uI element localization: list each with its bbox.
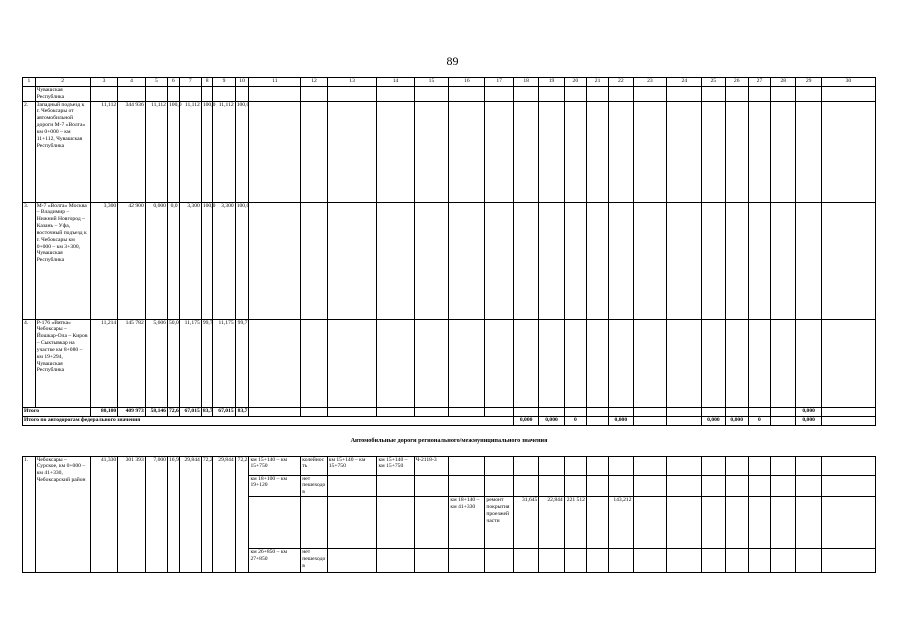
federal-c20: 0: [564, 416, 586, 425]
column-number: 27: [748, 78, 770, 87]
road-name: Чувашская Республика: [35, 87, 90, 102]
cell-c13: км 15+140 – км 15+750: [327, 456, 377, 475]
cell-c3: 3,300: [90, 202, 118, 319]
total-label: Итого: [23, 407, 91, 416]
cell-c6: 16,9: [167, 456, 179, 572]
column-number: 29: [796, 78, 821, 87]
road-name: Чебоксары – Сурское, км 0+000 – км 41+330, Чебоксарский район: [35, 456, 90, 572]
cell-c3: 11,214: [90, 319, 118, 407]
total-c5: 58,146: [145, 407, 167, 416]
total-c29: 0,000: [796, 407, 821, 416]
cell-c8: 100,0: [201, 202, 213, 319]
cell-c7: 29,844: [179, 456, 201, 572]
column-number: 14: [377, 78, 414, 87]
cell-c9: 29,844: [213, 456, 235, 572]
cell-c5: 7,000: [145, 456, 167, 572]
road-name: Р-176 «Вятка» Чебоксары – Йошкар-Ола – Киров – Сыктывкар на участке км 8+080 – км 19+294, Чувашская Республика: [35, 319, 90, 407]
repair-location: км 18+140 – км 41+330: [449, 497, 485, 549]
total-c8: 83,7: [201, 407, 213, 416]
column-number: 26: [725, 78, 748, 87]
cell-c18: 31,645: [513, 497, 538, 549]
cell-c19: 22,844: [539, 497, 564, 549]
federal-total-row: [23, 416, 876, 425]
column-number: 18: [513, 78, 538, 87]
column-number: 12: [301, 78, 327, 87]
table-row: [23, 456, 876, 475]
cell-c7: 11,175: [179, 319, 201, 407]
table-row: [23, 319, 876, 407]
total-c4: 409 973: [118, 407, 146, 416]
cell-c7: 3,300: [179, 202, 201, 319]
column-number: 21: [586, 78, 608, 87]
cell-c9: 11,175: [213, 319, 235, 407]
column-number: 13: [327, 78, 377, 87]
column-number: 16: [449, 78, 485, 87]
cell-c9: 3,300: [213, 202, 235, 319]
total-c6: 72,6: [167, 407, 179, 416]
cell-c14: км 15+140 – км 15+750: [377, 456, 414, 475]
cell-c8: 99,7: [201, 319, 213, 407]
section-title: Автомобильные дороги регионального/межмуниципального значения: [23, 425, 876, 456]
column-number: 8: [201, 78, 213, 87]
section-heading-row: [23, 425, 876, 456]
column-number: 20: [564, 78, 586, 87]
row-number: 4.: [23, 319, 36, 407]
cell-c9: 11,112: [213, 101, 235, 202]
road-name: М-7 «Волга» Москва – Владимир – Нижний Новгород – Казань – Уфа, восточный подъезд к г. Чебоксары км 0+000 – км 3+300, Чувашская Республика: [35, 202, 90, 319]
row-number: 3.: [23, 202, 36, 319]
column-number: 19: [539, 78, 564, 87]
column-number: 9: [213, 78, 235, 87]
cell-c4: 344 936: [118, 101, 146, 202]
cell-c20: 221 512: [564, 497, 586, 549]
road-name: Западный подъезд к г. Чебоксары от автомобильной дороги М-7 «Волга» км 0+000 – км 11+112, Чувашская Республика: [35, 101, 90, 202]
repair-type: ремонт покрытия проезжей части: [485, 497, 514, 549]
federal-c18: 0,000: [513, 416, 538, 425]
federal-total-label: Итого по автодорогам федерального значения: [23, 416, 514, 425]
row-number: 2.: [23, 101, 36, 202]
defect-location: км 18+100 – км 19+120: [249, 475, 301, 496]
column-number: 4: [118, 78, 146, 87]
defect-type: колейность: [301, 456, 327, 475]
cell-c15: Ч-2118-3: [414, 456, 449, 475]
column-number: 3: [90, 78, 118, 87]
defect-type: нет пешеходов: [301, 549, 327, 573]
column-number: 15: [414, 78, 449, 87]
cell-c5: 0,000: [145, 202, 167, 319]
federal-c27: 0: [748, 416, 770, 425]
cell-c4: 301 393: [118, 456, 146, 572]
column-number-row: [23, 78, 876, 87]
cell-c7: 11,112: [179, 101, 201, 202]
total-c9: 67,015: [213, 407, 235, 416]
cell-c10: 99,7: [235, 319, 249, 407]
column-number: 28: [771, 78, 796, 87]
cell-c8: 72,2: [201, 456, 213, 572]
federal-c22: 0,000: [609, 416, 633, 425]
column-number: 22: [609, 78, 633, 87]
cell-c6: 50,0: [167, 319, 179, 407]
cell-c10: 100,0: [235, 202, 249, 319]
federal-c26: 0,000: [725, 416, 748, 425]
total-c10: 83,7: [235, 407, 249, 416]
federal-c19: 0,000: [539, 416, 564, 425]
cell-c22: 143,212: [609, 497, 633, 549]
column-number: 17: [485, 78, 514, 87]
column-number: 25: [702, 78, 725, 87]
cell-c4: 42 900: [118, 202, 146, 319]
column-number: 7: [179, 78, 201, 87]
cell-c6: 0,0: [167, 202, 179, 319]
defect-type: нет пешеходов: [302, 475, 326, 496]
column-number: 11: [249, 78, 301, 87]
table-row: [23, 87, 876, 102]
defect-location: км 15+140 – км 15+750: [249, 456, 301, 475]
page-number: 89: [446, 54, 459, 68]
cell-c5: 5,606: [145, 319, 167, 407]
column-number: 2: [35, 78, 90, 87]
column-number: 30: [821, 78, 875, 87]
table-row: [23, 101, 876, 202]
total-c3: 80,100: [90, 407, 118, 416]
cell-c10: 72,2: [235, 456, 249, 572]
defect-location: км 26+850 – км 27+850: [249, 549, 301, 573]
cell-c3: 11,112: [90, 101, 118, 202]
cell-c5: 11,112: [145, 101, 167, 202]
cell-c3: 41,330: [90, 456, 118, 572]
column-number: 23: [633, 78, 667, 87]
cell-c4: 145 782: [118, 319, 146, 407]
column-number: 10: [235, 78, 249, 87]
cell-c6: 100,0: [167, 101, 179, 202]
column-number: 1: [23, 78, 36, 87]
cell-c10: 100,0: [235, 101, 249, 202]
table-row: [23, 202, 876, 319]
federal-c25: 0,000: [702, 416, 725, 425]
cell-c8: 100,0: [201, 101, 213, 202]
column-number: 6: [167, 78, 179, 87]
federal-c29: 0,000: [796, 416, 821, 425]
column-number: 5: [145, 78, 167, 87]
total-c7: 67,015: [179, 407, 201, 416]
total-row: [23, 407, 876, 416]
column-number: 24: [667, 78, 702, 87]
row-number: 1.: [23, 456, 36, 572]
road-data-table: [22, 77, 876, 573]
